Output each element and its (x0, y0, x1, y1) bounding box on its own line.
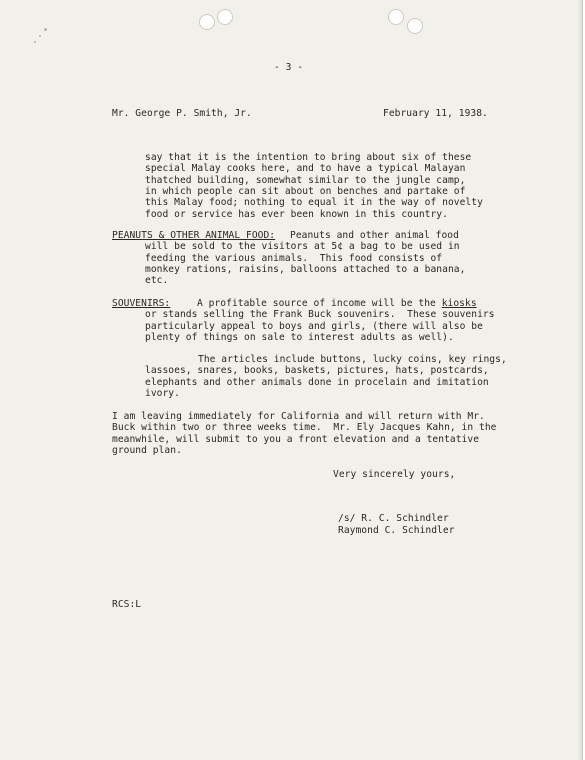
body-line: or stands selling the Frank Buck souvenirs. These souvenirs (145, 309, 495, 321)
body-line: in which people can sit about on benches and partake of (145, 185, 466, 197)
smudge-mark (39, 35, 41, 37)
body-line: Peanuts and other animal food (290, 230, 459, 241)
punch-hole-center (217, 9, 233, 25)
body-line: Buck within two or three weeks time. Mr. Ely Jacques Kahn, in the (112, 422, 497, 434)
body-line: food or service has ever been known in this country. (145, 208, 448, 220)
body-line: feeding the various animals. This food consists of (145, 252, 443, 264)
page-edge (579, 0, 582, 760)
body-line: this Malay food; nothing to equal it in the way of novelty (145, 197, 483, 209)
body-line: will be sold to the visitors at 5¢ a bag to be used in (145, 241, 460, 253)
body-line: The articles include buttons, lucky coins, key rings, (198, 354, 507, 365)
body-line: etc. (145, 275, 169, 287)
punch-hole-left (199, 14, 215, 30)
souvenirs-first-line-text: A profitable source of income will be the (197, 298, 442, 309)
body-line: particularly appeal to boys and girls, (there will also be (145, 320, 483, 332)
body-line: ivory. (145, 387, 180, 399)
body-line (197, 298, 477, 309)
body-line: meanwhile, will submit to you a front elevation and a tentative (112, 433, 480, 445)
body-line: say that it is the intention to bring about six of these (145, 152, 472, 163)
body-line: I am leaving immediately for California and will return with Mr. (112, 411, 485, 422)
typist-initials: RCS:L (112, 599, 142, 610)
body-line: elephants and other animals done in procelain and imitation (145, 376, 489, 388)
letter-date: February 11, 1938. (383, 108, 488, 119)
section-heading-souvenirs: SOUVENIRS: (112, 298, 171, 309)
smudge-mark (44, 28, 47, 31)
body-line: thatched building, somewhat similar to the jungle camp, (145, 174, 466, 186)
kiosks-keyword: kiosks (441, 298, 477, 309)
body-line: special Malay cooks here, and to have a typical Malayan (145, 163, 466, 175)
body-line: monkey rations, raisins, balloons attached to a banana, (145, 263, 466, 275)
page-number: - 3 - (274, 62, 304, 73)
body-line: ground plan. (112, 444, 182, 456)
body-line: plenty of things on sale to interest adults as well). (145, 331, 454, 343)
punch-hole-right-2 (407, 18, 423, 34)
punch-hole-right-1 (388, 9, 404, 25)
section-heading-peanuts: PEANUTS & OTHER ANIMAL FOOD: (112, 230, 276, 241)
closing-salutation: Very sincerely yours, (333, 469, 456, 480)
smudge-mark (34, 41, 36, 43)
recipient-line: Mr. George P. Smith, Jr. (112, 108, 252, 119)
body-line: lassoes, snares, books, baskets, pictures, hats, postcards, (145, 365, 489, 377)
signer-name: Raymond C. Schindler (338, 525, 455, 536)
signature-line: /s/ R. C. Schindler (338, 513, 449, 524)
